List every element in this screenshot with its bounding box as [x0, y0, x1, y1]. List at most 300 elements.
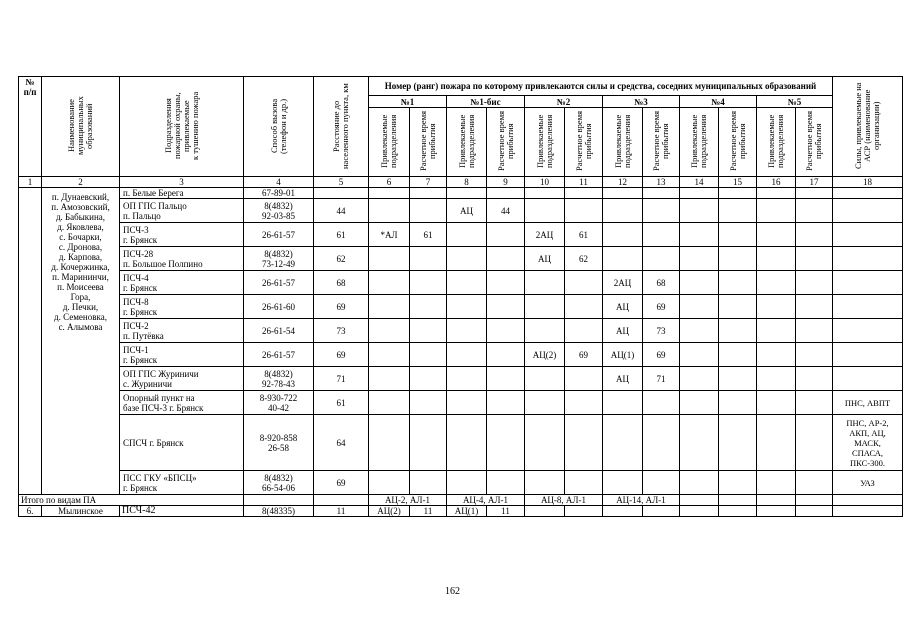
rank-value-cell [447, 223, 487, 247]
empty-cell [757, 506, 796, 517]
col-number: 18 [833, 177, 903, 188]
col-number: 10 [525, 177, 565, 188]
unit-location: базе ПСЧ-3 г. Брянск [123, 402, 204, 413]
rank-value-cell: АЦ [603, 367, 643, 391]
rank-value-cell [369, 295, 410, 319]
phone-cell [244, 199, 314, 223]
unit-cell [120, 319, 244, 343]
asr-cell [833, 223, 903, 247]
col-number: 3 [120, 177, 244, 188]
phone-line: 92-78-43 [262, 378, 295, 389]
header-distance: Расстояние до населенного пункта, км [314, 77, 369, 177]
unit-cell [120, 271, 244, 295]
unit-location: г. Брянск [123, 282, 158, 293]
rank-value-cell [487, 391, 525, 415]
municipality-list: п. Дунаевский, п. Амозовский, д. Бабыкина, д. Яковлева, с. Бочарки, с. Дронова, д. Карпова, д. Кочержинка, п. Марининчи, п. Моисеева Гора, д. Печки, д. Семеновка, с. Алымова [42, 188, 120, 495]
table-row [19, 295, 903, 319]
phone-line: 8(4832) [264, 200, 293, 211]
rank-value-cell [369, 391, 410, 415]
unit-name: Опорный пункт на [123, 392, 195, 403]
rank-2: №2 [525, 96, 603, 108]
rank-value-cell [369, 471, 410, 495]
header-num: № п/п [19, 77, 42, 177]
sub-units-5: Привлекаемые подразделения [757, 108, 796, 177]
empty-cell [680, 506, 719, 517]
phone-cell [244, 188, 314, 199]
rank-value-cell [525, 391, 565, 415]
rank-value-cell: 11 [410, 506, 447, 517]
rank-value-cell: 71 [643, 367, 680, 391]
rank-value-cell [603, 188, 643, 199]
table-row [19, 223, 903, 247]
empty-cell [719, 471, 757, 495]
distance-cell: 61 [314, 223, 369, 247]
rank-value-cell [410, 367, 447, 391]
sub-time-1: Расчетное время прибытия [410, 108, 447, 177]
rank-value-cell [603, 199, 643, 223]
col-number: 15 [719, 177, 757, 188]
rank-value-cell [525, 471, 565, 495]
rank-1-bis: №1-бис [447, 96, 525, 108]
table-row [19, 367, 903, 391]
rank-value-cell [447, 471, 487, 495]
rank-value-cell [603, 391, 643, 415]
rank-value-cell: 61 [565, 223, 603, 247]
totals-row [19, 495, 903, 506]
empty-cell [719, 495, 757, 506]
table-row [19, 506, 903, 517]
empty-cell [757, 271, 796, 295]
rank-value-cell [447, 319, 487, 343]
sub-time-2: Расчетное время прибытия [565, 108, 603, 177]
asr-cell: УАЗ [833, 471, 903, 495]
unit-name: ОП ГПС Журиничи [123, 368, 199, 379]
unit-cell [120, 188, 244, 199]
rank-value-cell: 2АЦ [525, 223, 565, 247]
rank-value-cell [447, 271, 487, 295]
unit-name: ПСЧ-42 [120, 506, 244, 517]
rank-value-cell [447, 295, 487, 319]
phone-line: 26-61-57 [262, 349, 295, 360]
asr-cell [833, 319, 903, 343]
unit-location: г. Брянск [123, 234, 158, 245]
unit-cell [120, 247, 244, 271]
rank-value-cell: АЦ(1) [447, 506, 487, 517]
empty-cell [719, 319, 757, 343]
rank-value-cell [565, 271, 603, 295]
phone-line: 92-03-85 [262, 210, 295, 221]
rank-value-cell [369, 199, 410, 223]
rank-value-cell [643, 188, 680, 199]
distance-cell [314, 188, 369, 199]
sub-units-4: Привлекаемые подразделения [680, 108, 719, 177]
phone-cell [244, 223, 314, 247]
col-number: 1 [19, 177, 42, 188]
empty-cell [796, 199, 833, 223]
unit-location: г. Брянск [123, 482, 158, 493]
rank-value-cell [369, 319, 410, 343]
sub-units-1b: Привлекаемые подразделения [447, 108, 487, 177]
rank-value-cell [643, 471, 680, 495]
distance-cell: 69 [314, 343, 369, 367]
fire-response-table [18, 76, 903, 517]
rank-value-cell: 44 [487, 199, 525, 223]
col-number: 17 [796, 177, 833, 188]
totals-label: Итого по видам ПА [19, 495, 244, 506]
rank-value-cell [565, 367, 603, 391]
asr-cell [833, 247, 903, 271]
empty-cell [719, 199, 757, 223]
page-number: 162 [445, 586, 460, 597]
empty-cell [757, 188, 796, 199]
empty-cell [719, 506, 757, 517]
distance-cell: 62 [314, 247, 369, 271]
empty-cell [833, 506, 903, 517]
empty-cell [680, 223, 719, 247]
rank-value-cell [487, 415, 525, 471]
phone-cell [244, 271, 314, 295]
asr-cell [833, 271, 903, 295]
unit-name: п. Белые Берега [123, 188, 184, 198]
rank-value-cell [410, 415, 447, 471]
rank-value-cell [603, 247, 643, 271]
column-number-row [19, 177, 903, 188]
table-row [19, 471, 903, 495]
empty-cell [680, 247, 719, 271]
col-number: 13 [643, 177, 680, 188]
asr-cell [833, 295, 903, 319]
empty-cell [680, 319, 719, 343]
phone-line: 8-920-858 [259, 432, 298, 443]
unit-cell [120, 471, 244, 495]
rank-value-cell [487, 271, 525, 295]
phone-line: 26-61-54 [262, 325, 295, 336]
rank-4: №4 [680, 96, 757, 108]
empty-cell [796, 506, 833, 517]
rank-value-cell [565, 319, 603, 343]
row-number-cell [19, 188, 42, 495]
empty-cell [757, 343, 796, 367]
municipality-name: Мылинское [42, 506, 120, 517]
unit-name: ПСС ГКУ «БПСЦ» [123, 472, 197, 483]
header-rank-group: Номер (ранг) пожара по которому привлекаются силы и средства, соседних муниципальных образований [369, 77, 833, 96]
rank-value-cell [369, 343, 410, 367]
rank-value-cell: АЦ [525, 247, 565, 271]
unit-cell [120, 391, 244, 415]
empty-cell [796, 495, 833, 506]
rank-value-cell [643, 247, 680, 271]
rank-value-cell [565, 188, 603, 199]
rank-value-cell [447, 391, 487, 415]
phone-line: 67-89-01 [262, 188, 295, 198]
sub-units-3: Привлекаемые подразделения [603, 108, 643, 177]
phone-cell [244, 367, 314, 391]
rank-value-cell: АЦ(1) [603, 343, 643, 367]
rank-value-cell [447, 343, 487, 367]
phone-cell: 8(48335) [244, 506, 314, 517]
rank-value-cell: 69 [643, 343, 680, 367]
asr-cell [833, 188, 903, 199]
distance-cell: 44 [314, 199, 369, 223]
asr-cell: ПНС, АР-2, АКП, АЦ, МАСК, СПАСА, ПКС-300. [833, 415, 903, 471]
phone-cell [244, 295, 314, 319]
rank-value-cell [487, 367, 525, 391]
totals-rank-3: АЦ-14, АЛ-1 [603, 495, 680, 506]
col-number: 14 [680, 177, 719, 188]
rank-value-cell [643, 199, 680, 223]
rank-value-cell: 2АЦ [603, 271, 643, 295]
unit-location: п. Большое Полпино [123, 258, 203, 269]
unit-cell [120, 343, 244, 367]
totals-rank-2: АЦ-8, АЛ-1 [525, 495, 603, 506]
rank-1: №1 [369, 96, 447, 108]
empty-cell [680, 391, 719, 415]
rank-value-cell [565, 199, 603, 223]
empty-cell [796, 391, 833, 415]
rank-value-cell: 69 [643, 295, 680, 319]
asr-cell [833, 199, 903, 223]
rank-value-cell [643, 391, 680, 415]
table-row [19, 343, 903, 367]
rank-value-cell [410, 271, 447, 295]
empty-cell [719, 247, 757, 271]
rank-value-cell [603, 471, 643, 495]
empty-cell [680, 495, 719, 506]
empty-cell [244, 495, 314, 506]
distance-cell: 69 [314, 295, 369, 319]
empty-cell [757, 415, 796, 471]
rank-value-cell [643, 415, 680, 471]
rank-value-cell [565, 415, 603, 471]
rank-value-cell [487, 188, 525, 199]
unit-name: ПСЧ-1 [123, 344, 149, 355]
asr-cell: ПНС, АВПТ [833, 391, 903, 415]
empty-cell [680, 188, 719, 199]
rank-value-cell [565, 295, 603, 319]
rank-value-cell [487, 223, 525, 247]
rank-value-cell: *АЛ [369, 223, 410, 247]
empty-cell [680, 415, 719, 471]
unit-location: г. Брянск [123, 306, 158, 317]
empty-cell [796, 295, 833, 319]
totals-rank-1-bis: АЦ-4, АЛ-1 [447, 495, 525, 506]
rank-value-cell [369, 188, 410, 199]
rank-value-cell [410, 391, 447, 415]
empty-cell [757, 495, 796, 506]
rank-value-cell [410, 188, 447, 199]
table-row [19, 319, 903, 343]
empty-cell [757, 319, 796, 343]
phone-line: 26-58 [268, 442, 289, 453]
unit-name: ПСЧ-28 [123, 248, 154, 259]
phone-cell [244, 319, 314, 343]
phone-cell [244, 247, 314, 271]
unit-name: ПСЧ-3 [123, 224, 149, 235]
rank-value-cell [487, 471, 525, 495]
empty-cell [565, 506, 603, 517]
empty-cell [757, 247, 796, 271]
empty-cell [719, 391, 757, 415]
unit-cell [120, 415, 244, 471]
asr-cell [833, 343, 903, 367]
phone-line: 8-930-722 [259, 392, 298, 403]
empty-cell [680, 343, 719, 367]
asr-cell [833, 367, 903, 391]
rank-value-cell [410, 343, 447, 367]
empty-cell [680, 471, 719, 495]
empty-cell [757, 367, 796, 391]
unit-cell [120, 199, 244, 223]
rank-value-cell [525, 415, 565, 471]
distance-cell: 73 [314, 319, 369, 343]
empty-cell [796, 247, 833, 271]
empty-cell [796, 188, 833, 199]
rank-value-cell [487, 247, 525, 271]
empty-cell [796, 271, 833, 295]
phone-line: 40-42 [268, 402, 289, 413]
rank-value-cell [487, 319, 525, 343]
col-number: 7 [410, 177, 447, 188]
unit-name: ПСЧ-8 [123, 296, 149, 307]
rank-value-cell: АЦ [447, 199, 487, 223]
rank-value-cell [447, 247, 487, 271]
empty-cell [796, 223, 833, 247]
rank-value-cell [525, 199, 565, 223]
col-number: 12 [603, 177, 643, 188]
empty-cell [757, 223, 796, 247]
rank-value-cell [487, 295, 525, 319]
phone-line: 26-61-57 [262, 229, 295, 240]
rank-value-cell [603, 415, 643, 471]
rank-value-cell [447, 188, 487, 199]
table-row [19, 247, 903, 271]
empty-cell [719, 415, 757, 471]
empty-cell [680, 295, 719, 319]
empty-cell [680, 271, 719, 295]
rank-value-cell: 61 [410, 223, 447, 247]
empty-cell [796, 415, 833, 471]
unit-cell [120, 223, 244, 247]
table-row [19, 271, 903, 295]
distance-cell: 11 [314, 506, 369, 517]
rank-value-cell: 68 [643, 271, 680, 295]
phone-line: 8(4832) [264, 368, 293, 379]
empty-cell [757, 295, 796, 319]
rank-value-cell [410, 319, 447, 343]
rank-value-cell [447, 367, 487, 391]
header-municipality: Наименование муниципальных образований [42, 77, 120, 177]
header-units: Подразделения пожарной охраны, привлекаемые к тушению пожара [120, 77, 244, 177]
unit-location: п. Путёвка [123, 330, 164, 341]
sub-units-1: Привлекаемые подразделения [369, 108, 410, 177]
empty-cell [643, 506, 680, 517]
col-number: 6 [369, 177, 410, 188]
rank-value-cell [565, 391, 603, 415]
header-call-method: Способ вызова (телефон и др.) [244, 77, 314, 177]
rank-value-cell [369, 415, 410, 471]
rank-value-cell: 69 [565, 343, 603, 367]
col-number: 4 [244, 177, 314, 188]
header-asr: Силы, привлекаемые на АСР (наименование организации) [833, 77, 903, 177]
rank-value-cell [447, 415, 487, 471]
phone-cell [244, 391, 314, 415]
rank-value-cell [487, 343, 525, 367]
phone-line: 66-54-06 [262, 482, 295, 493]
sub-time-3: Расчетное время прибытия [643, 108, 680, 177]
sub-time-1b: Расчетное время прибытия [487, 108, 525, 177]
empty-cell [680, 367, 719, 391]
rank-value-cell: 11 [487, 506, 525, 517]
unit-cell [120, 295, 244, 319]
phone-line: 8(4832) [264, 472, 293, 483]
empty-cell [719, 223, 757, 247]
unit-cell [120, 367, 244, 391]
empty-cell [719, 188, 757, 199]
table-row [19, 415, 903, 471]
table-row [19, 391, 903, 415]
unit-name: ПСЧ-4 [123, 272, 149, 283]
col-number: 2 [42, 177, 120, 188]
empty-cell [757, 199, 796, 223]
sub-units-2: Привлекаемые подразделения [525, 108, 565, 177]
unit-location: с. Журиничи [123, 378, 172, 389]
distance-cell: 61 [314, 391, 369, 415]
empty-cell [757, 471, 796, 495]
rank-value-cell [525, 188, 565, 199]
empty-cell [796, 343, 833, 367]
unit-location: г. Брянск [123, 354, 158, 365]
col-number: 9 [487, 177, 525, 188]
empty-cell [719, 367, 757, 391]
col-number: 8 [447, 177, 487, 188]
empty-cell [719, 271, 757, 295]
empty-cell [719, 295, 757, 319]
distance-cell: 68 [314, 271, 369, 295]
rank-value-cell [410, 199, 447, 223]
unit-location: п. Пальцо [123, 210, 161, 221]
empty-cell [719, 343, 757, 367]
col-number: 16 [757, 177, 796, 188]
rank-value-cell: 73 [643, 319, 680, 343]
rank-value-cell [369, 271, 410, 295]
rank-value-cell [525, 271, 565, 295]
unit-name: СПСЧ г. Брянск [123, 437, 184, 448]
rank-value-cell [369, 367, 410, 391]
empty-cell [796, 367, 833, 391]
rank-value-cell: АЦ [603, 319, 643, 343]
rank-3: №3 [603, 96, 680, 108]
rank-value-cell [369, 247, 410, 271]
rank-value-cell: 62 [565, 247, 603, 271]
phone-line: 8(4832) [264, 248, 293, 259]
table-row [19, 188, 903, 199]
phone-line: 73-12-49 [262, 258, 295, 269]
rank-value-cell: АЦ(2) [369, 506, 410, 517]
empty-cell [796, 471, 833, 495]
row-number: 6. [19, 506, 42, 517]
rank-value-cell [643, 223, 680, 247]
distance-cell: 71 [314, 367, 369, 391]
unit-name: ОП ГПС Пальцо [123, 200, 187, 211]
table-row [19, 199, 903, 223]
empty-cell [757, 391, 796, 415]
phone-cell [244, 415, 314, 471]
rank-value-cell [603, 223, 643, 247]
empty-cell [314, 495, 369, 506]
rank-5: №5 [757, 96, 833, 108]
col-number: 11 [565, 177, 603, 188]
phone-cell [244, 471, 314, 495]
